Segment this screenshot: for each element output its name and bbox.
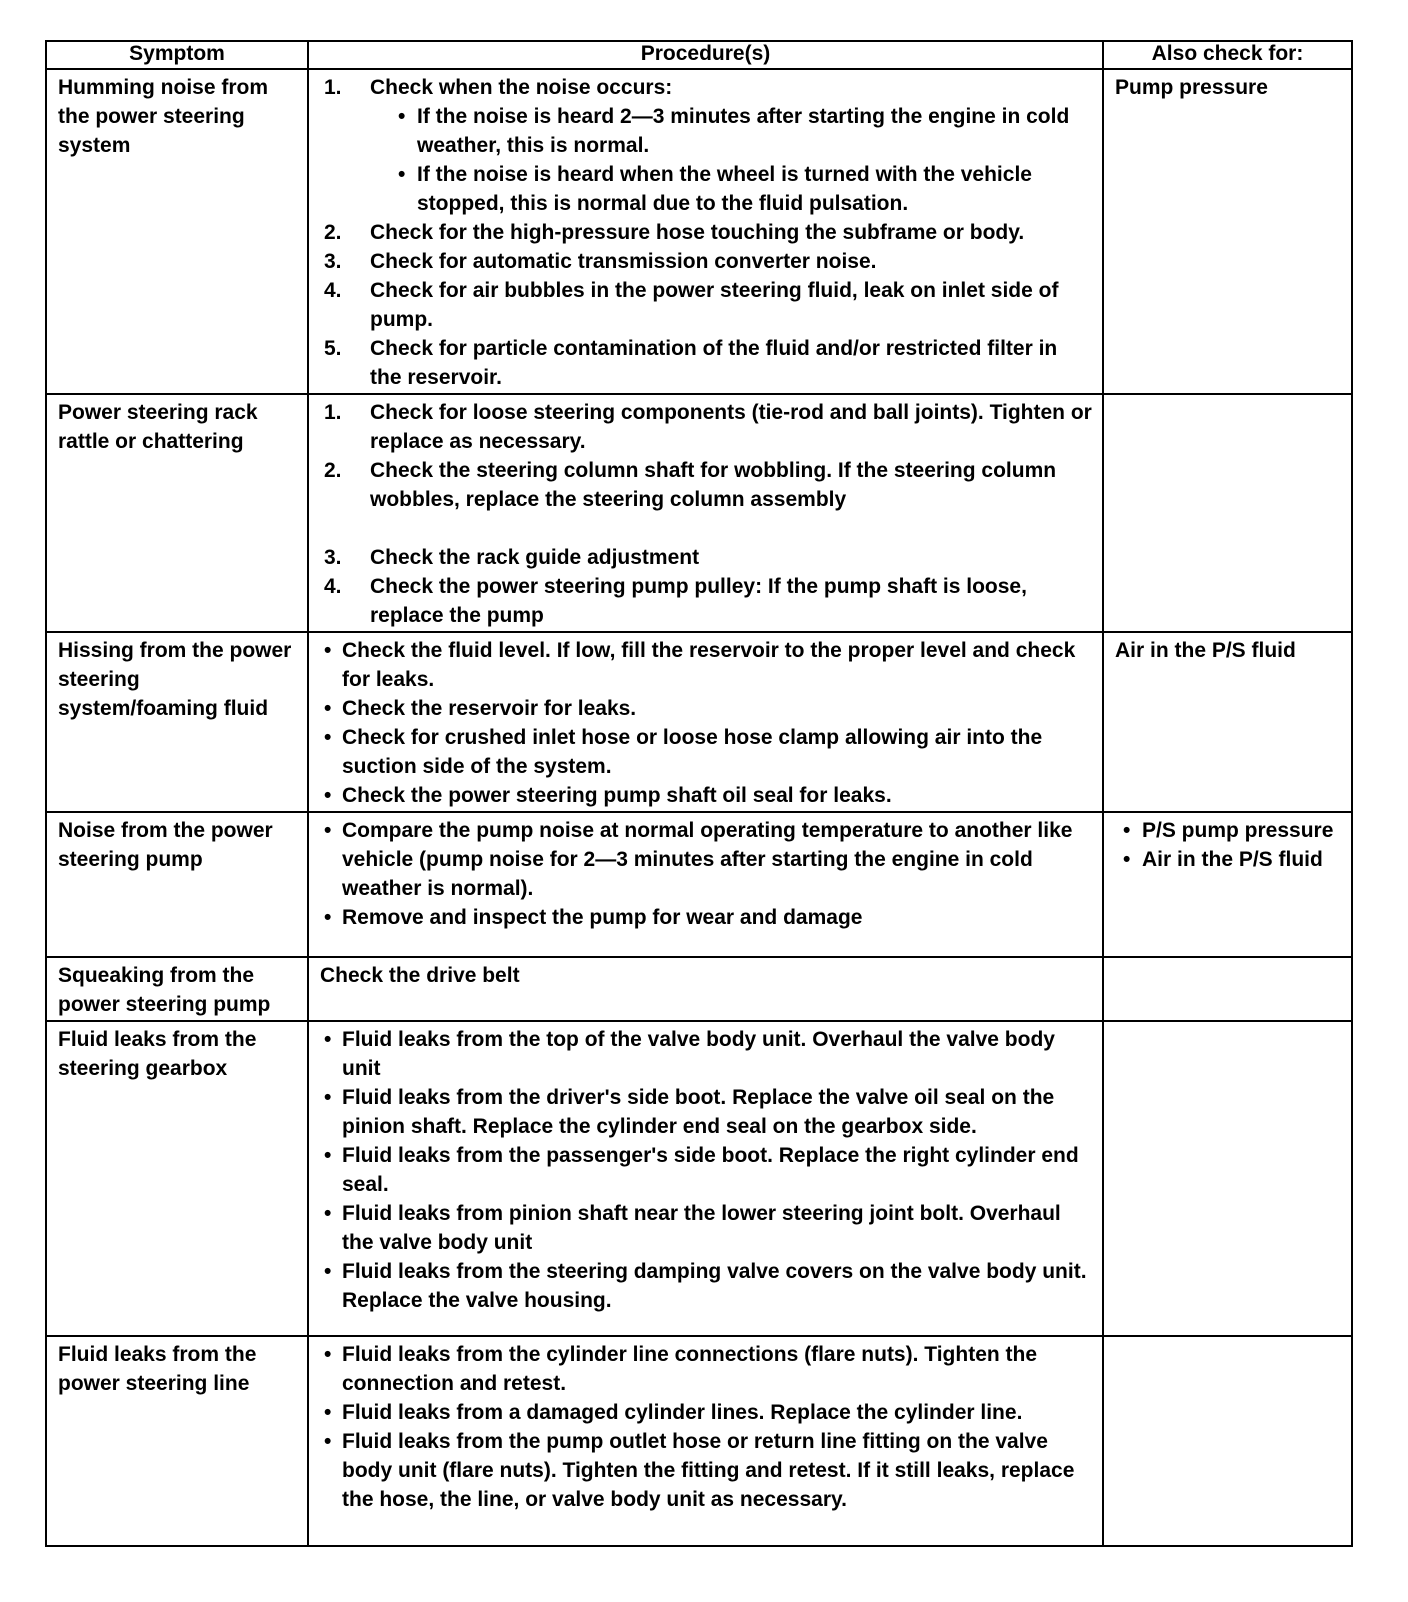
procedure-step: 2. Check the steering column shaft for wobbling. If the steering column wobbles, replace the steering column assembly [324, 459, 1057, 511]
troubleshooting-table [45, 40, 1353, 1547]
also-check-bullet: • P/S pump pressure [1123, 819, 1334, 842]
symptom-cell: Fluid leaks from the power steering line [46, 1336, 308, 1546]
also-check-bullet: • Air in the P/S fluid [1123, 848, 1323, 871]
procedure-cell [308, 394, 1103, 632]
procedure-step: 1. Check when the noise occurs: • If the noise is heard 2—3 minutes after starting the engine in cold weather, this is normal. • If the noise is heard when the wheel is turned with the vehicle stopped, this is normal due to the fluid pulsation. [320, 73, 1094, 218]
symptom-cell: Power steering rack rattle or chattering [46, 394, 308, 632]
procedure-cell [308, 1336, 1103, 1546]
procedure-cell [308, 69, 1103, 394]
procedure-bullet: • Fluid leaks from a damaged cylinder lines. Replace the cylinder line. [324, 1401, 1023, 1424]
procedure-cell [308, 812, 1103, 957]
procedure-step: 4. Check the power steering pump pulley: If the pump shaft is loose, replace the pump [324, 575, 1027, 627]
procedure-bullet: • Fluid leaks from the pump outlet hose or return line fitting on the valve body unit (flare nuts). Tighten the fitting and retest. If it still leaks, replace the hose, the line, or valve body unit as necessary. [324, 1430, 1075, 1511]
table-row [46, 812, 1352, 957]
procedure-step: 3. Check the rack guide adjustment [324, 546, 700, 569]
procedure-bullet: • Fluid leaks from the top of the valve body unit. Overhaul the valve body unit [324, 1028, 1055, 1080]
header-symptom: Symptom [46, 41, 308, 69]
header-procedures: Procedure(s) [308, 41, 1103, 69]
also-check-cell [1103, 812, 1352, 957]
procedure-bullet: • Check the reservoir for leaks. [324, 697, 637, 720]
procedure-bullet: • Compare the pump noise at normal operating temperature to another like vehicle (pump noise for 2—3 minutes after starting the engine in cold weather is normal). [324, 819, 1073, 900]
procedure-bullet: • Fluid leaks from the cylinder line connections (flare nuts). Tighten the connection and retest. [324, 1343, 1038, 1395]
procedure-bullet: • Check the fluid level. If low, fill the reservoir to the proper level and check for leaks. [324, 639, 1076, 691]
also-check-cell [1103, 1336, 1352, 1546]
procedure-step: 3. Check for automatic transmission converter noise. [324, 250, 877, 273]
procedure-step: 1. Check for loose steering components (tie-rod and ball joints). Tighten or replace as necessary. [324, 401, 1092, 453]
also-check-cell [1103, 957, 1352, 1021]
also-check-cell: Pump pressure [1103, 69, 1352, 394]
procedure-bullet: • Fluid leaks from the steering damping valve covers on the valve body unit. Replace the valve housing. [324, 1260, 1087, 1312]
procedure-bullet: • Fluid leaks from pinion shaft near the lower steering joint bolt. Overhaul the valve body unit [324, 1202, 1061, 1254]
header-also-check: Also check for: [1103, 41, 1352, 69]
also-check-cell [1103, 394, 1352, 632]
procedure-bullet: • Fluid leaks from the passenger's side boot. Replace the right cylinder end seal. [324, 1144, 1079, 1196]
table-row [46, 69, 1352, 394]
symptom-cell: Humming noise from the power steering system [46, 69, 308, 394]
procedure-bullet: • Check for crushed inlet hose or loose hose clamp allowing air into the suction side of the system. [324, 726, 1043, 778]
also-check-cell [1103, 1021, 1352, 1336]
procedure-bullet: • Remove and inspect the pump for wear and damage [324, 906, 863, 929]
procedure-bullet: • Fluid leaks from the driver's side boot. Replace the valve oil seal on the pinion shaft. Replace the cylinder end seal on the gearbox side. [324, 1086, 1055, 1138]
symptom-cell: Fluid leaks from the steering gearbox [46, 1021, 308, 1336]
table-row [46, 957, 1352, 1021]
procedure-substep: • If the noise is heard 2—3 minutes after starting the engine in cold weather, this is normal. [398, 105, 1070, 157]
procedure-cell: Check the drive belt [308, 957, 1103, 1021]
table-row [46, 632, 1352, 812]
procedure-step: 5. Check for particle contamination of the fluid and/or restricted filter in the reservoir. [324, 337, 1058, 389]
procedure-step: 2. Check for the high-pressure hose touching the subframe or body. [324, 221, 1025, 244]
procedure-step: 4. Check for air bubbles in the power steering fluid, leak on inlet side of pump. [324, 279, 1059, 331]
symptom-cell: Hissing from the power steering system/foaming fluid [46, 632, 308, 812]
also-check-cell: Air in the P/S fluid [1103, 632, 1352, 812]
header-row [46, 41, 1352, 69]
symptom-cell: Noise from the power steering pump [46, 812, 308, 957]
table-row [46, 1021, 1352, 1336]
table-row [46, 1336, 1352, 1546]
symptom-cell: Squeaking from the power steering pump [46, 957, 308, 1021]
table-row [46, 394, 1352, 632]
procedure-bullet: • Check the power steering pump shaft oil seal for leaks. [324, 784, 892, 807]
procedure-cell [308, 632, 1103, 812]
procedure-substep: • If the noise is heard when the wheel is turned with the vehicle stopped, this is normal due to the fluid pulsation. [398, 163, 1032, 215]
procedure-cell [308, 1021, 1103, 1336]
